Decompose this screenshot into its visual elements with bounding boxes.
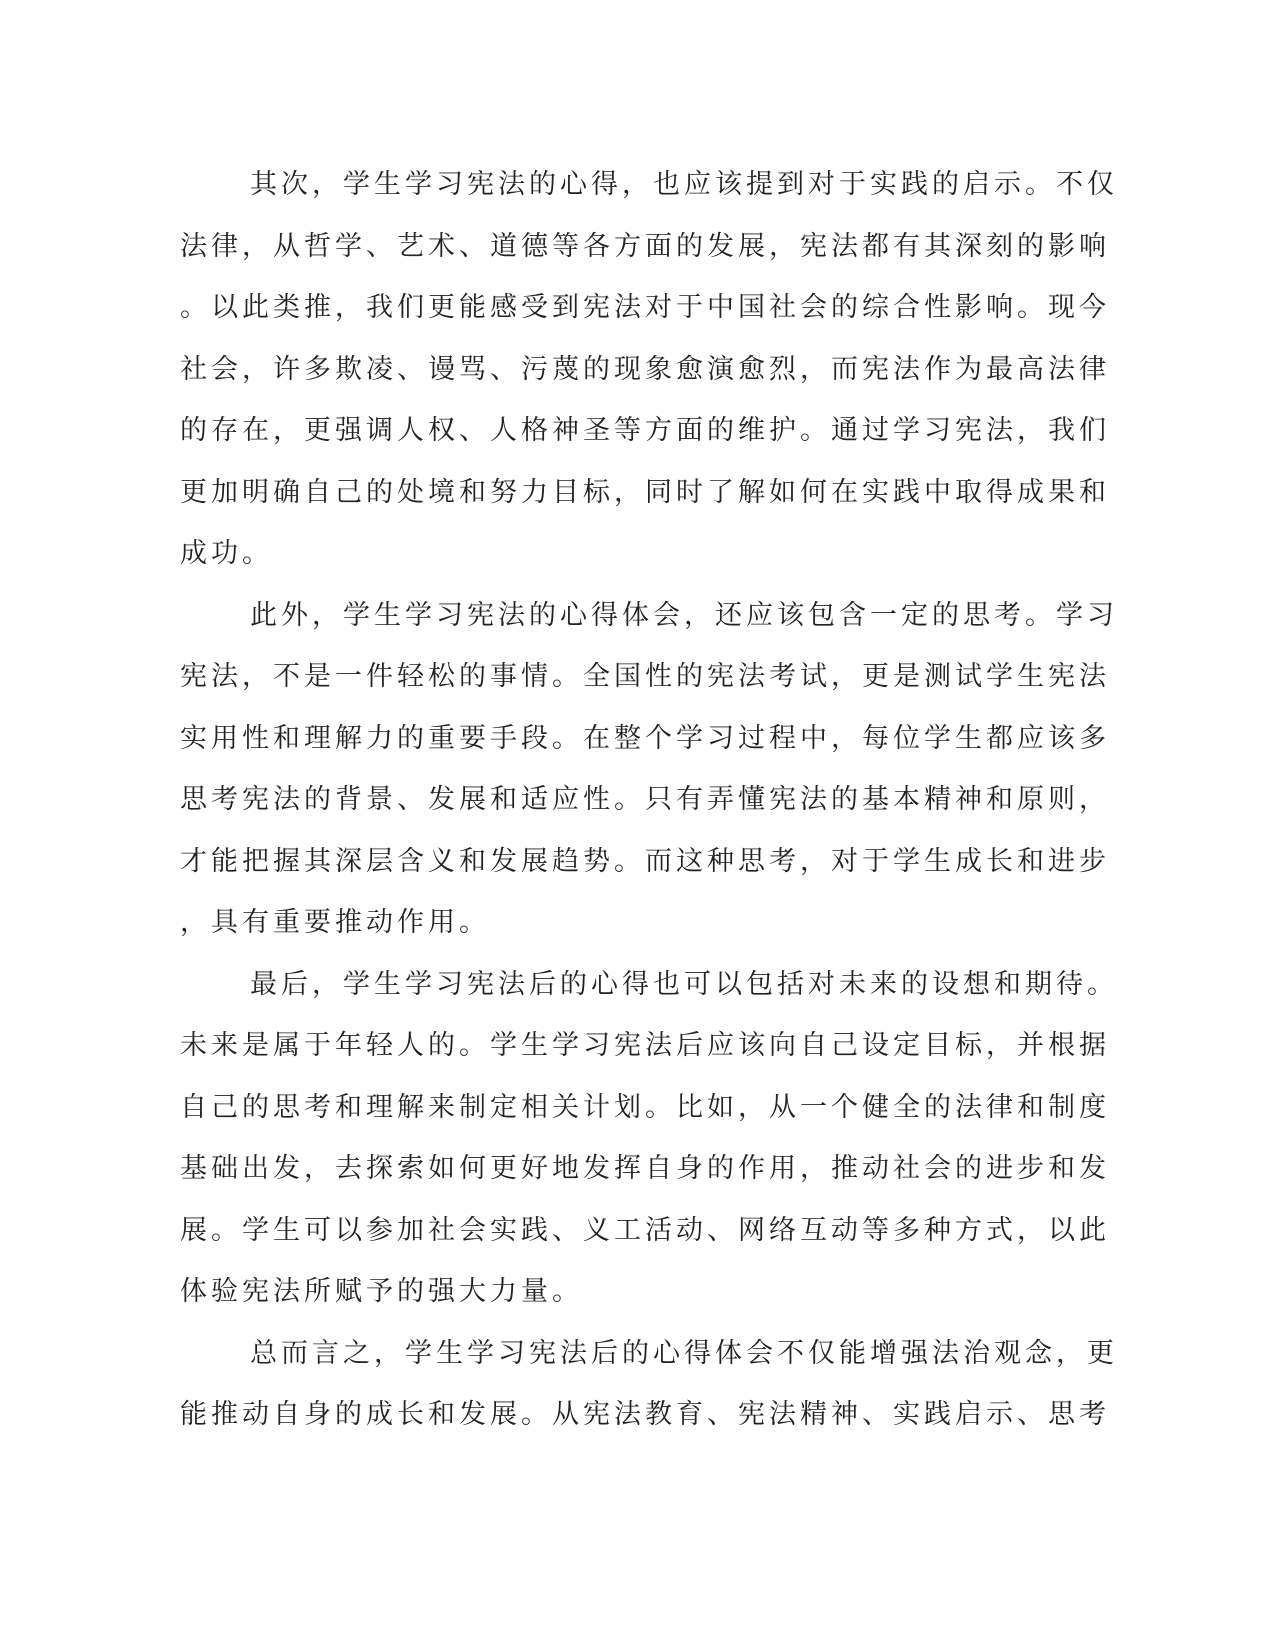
paragraph-line: 最后，学生学习宪法后的心得也可以包括对未来的设想和期待。 <box>250 968 1118 1000</box>
paragraph-line: 才能把握其深层含义和发展趋势。而这种思考，对于学生成长和进步 <box>180 845 1110 877</box>
paragraph-line: 思考宪法的背景、发展和适应性。只有弄懂宪法的基本精神和原则， <box>180 784 1110 815</box>
paragraph-line: 能推动自身的成长和发展。从宪法教育、宪法精神、实践启示、思考 <box>180 1399 1110 1430</box>
paragraph-line: 社会，许多欺凌、谩骂、污蔑的现象愈演愈烈，而宪法作为最高法律 <box>180 353 1110 385</box>
paragraph-line: 展。学生可以参加社会实践、义工活动、网络互动等多种方式，以此 <box>180 1214 1110 1246</box>
paragraph-practice <box>180 154 1118 585</box>
paragraph-thinking <box>180 585 1118 954</box>
paragraph-line: 。以此类推，我们更能感受到宪法对于中国社会的综合性影响。现今 <box>180 292 1110 323</box>
body-text <box>180 154 1118 1446</box>
paragraph-line: 自己的思考和理解来制定相关计划。比如，从一个健全的法律和制度 <box>180 1091 1110 1123</box>
paragraph-line: 成功。 <box>180 538 273 569</box>
paragraph-line: 其次，学生学习宪法的心得，也应该提到对于实践的启示。不仅 <box>250 169 1118 200</box>
paragraph-line: 实用性和理解力的重要手段。在整个学习过程中，每位学生都应该多 <box>180 722 1110 754</box>
paragraph-line: 的存在，更强调人权、人格神圣等方面的维护。通过学习宪法，我们 <box>180 415 1110 446</box>
paragraph-line: 总而言之，学生学习宪法后的心得体会不仅能增强法治观念，更 <box>250 1337 1118 1369</box>
paragraph-future <box>180 954 1118 1323</box>
paragraph-line: 法律，从哲学、艺术、道德等各方面的发展，宪法都有其深刻的影响 <box>180 230 1110 262</box>
paragraph-line: 基础出发，去探索如何更好地发挥自身的作用，推动社会的进步和发 <box>180 1153 1110 1184</box>
paragraph-line: 宪法，不是一件轻松的事情。全国性的宪法考试，更是测试学生宪法 <box>180 661 1110 692</box>
paragraph-line: 更加明确自己的处境和努力目标，同时了解如何在实践中取得成果和 <box>180 476 1110 508</box>
paragraph-line: 未来是属于年轻人的。学生学习宪法后应该向自己设定目标，并根据 <box>180 1030 1110 1061</box>
paragraph-line: 此外，学生学习宪法的心得体会，还应该包含一定的思考。学习 <box>250 599 1118 631</box>
paragraph-conclusion <box>180 1323 1118 1446</box>
paragraph-line: ，具有重要推动作用。 <box>180 907 490 938</box>
paragraph-line: 体验宪法所赋予的强大力量。 <box>180 1276 583 1307</box>
